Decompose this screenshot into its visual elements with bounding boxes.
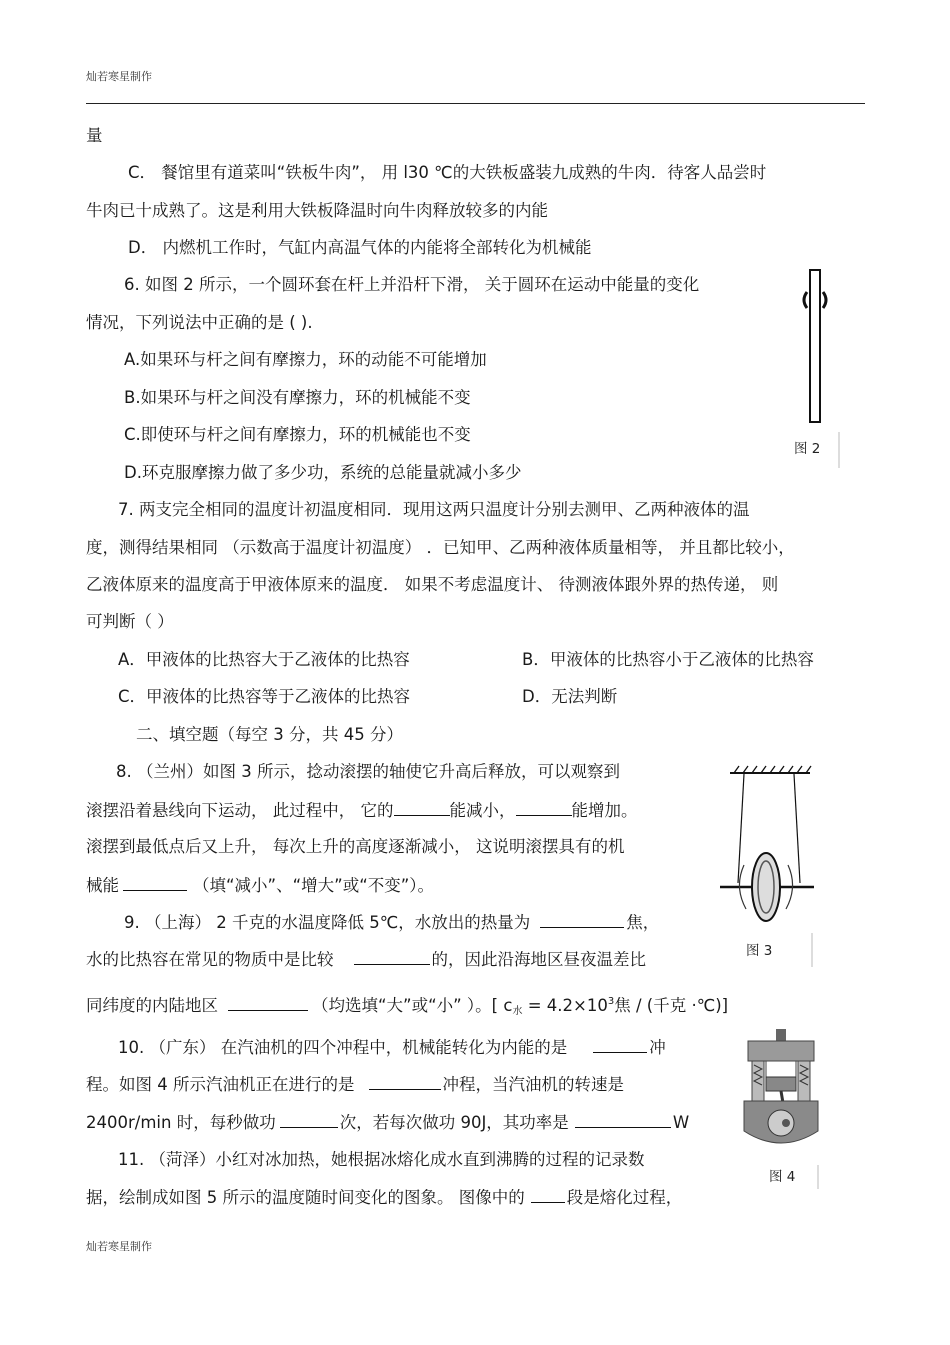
answer-blank[interactable] <box>123 874 187 891</box>
question-8-stem: 8. （兰州）如图 3 所示，捻动滚摆的轴使它升高后释放，可以观察到 <box>116 762 620 781</box>
question-8-line-2 <box>86 799 638 822</box>
q10-text: 程。如图 4 所示汽油机正在进行的是 <box>86 1075 355 1094</box>
question-9-stem <box>124 911 659 934</box>
answer-blank[interactable] <box>394 799 450 816</box>
question-7-option-b: B．甲液体的比热容小于乙液体的比热容 <box>522 650 814 669</box>
answer-blank[interactable] <box>369 1073 441 1090</box>
q9-text: （均选填“大”或“小” ）。[ c <box>312 996 513 1015</box>
question-7-stem: 7. 两支完全相同的温度计初温度相同．现用这两只温度计分别去测甲、乙两种液体的温 <box>118 500 750 519</box>
q11-text: 据，绘制成如图 5 所示的温度随时间变化的图象。 图像中的 <box>86 1188 525 1207</box>
question-6-option-d: D.环克服摩擦力做了多少功，系统的总能量就减小多少 <box>124 463 522 482</box>
option-d: D． 内燃机工作时，气缸内高温气体的内能将全部转化为机械能 <box>128 238 592 257</box>
q9-text: = 4.2×10 <box>522 996 608 1015</box>
question-7-stem-3: 乙液体原来的温度高于甲液体原来的温度． 如果不考虑温度计、 待测液体跟外界的热传递， 则 <box>86 575 779 594</box>
q8-text: （填“减小”、“增大”或“不变”）。 <box>193 876 435 895</box>
question-9-line-3 <box>86 991 728 1023</box>
figure-3-caption: 图 3 <box>746 943 773 959</box>
q10-text: 次，若每次做功 90J，其功率是 <box>339 1113 569 1132</box>
q10-text: 10. （广东） 在汽油机的四个冲程中，机械能转化为内能的是 <box>118 1038 568 1057</box>
question-8-line-4 <box>86 874 434 897</box>
q8-text: 滚摆沿着悬线向下运动， 此过程中， 它的 <box>86 801 394 820</box>
figure-4-caption: 图 4 <box>769 1169 796 1185</box>
q10-text: 冲程，当汽油机的转速是 <box>442 1075 624 1094</box>
header-divider <box>86 103 865 104</box>
answer-blank[interactable] <box>540 911 624 928</box>
answer-blank[interactable] <box>354 948 430 965</box>
question-6-option-c: C.即使环与杆之间有摩擦力，环的机械能也不变 <box>124 425 471 444</box>
superscript-exponent: 3 <box>607 996 615 1007</box>
q11-text: 段是熔化过程， <box>566 1188 683 1207</box>
subscript-water: 水 <box>512 1006 523 1017</box>
question-7-option-a: A．甲液体的比热容大于乙液体的比热容 <box>118 650 410 669</box>
q9-text: 9. （上海） 2 千克的水温度降低 5℃，水放出的热量为 <box>124 913 531 932</box>
question-7-option-c: C．甲液体的比热容等于乙液体的比热容 <box>118 687 411 706</box>
q9-text: 焦 / (千克 ·℃)] <box>614 996 729 1015</box>
question-6-option-a: A.如果环与杆之间有摩擦力，环的动能不可能增加 <box>124 350 487 369</box>
q10-text: W <box>672 1113 690 1132</box>
option-c-line2: 牛肉已十成熟了。这是利用大铁板降温时向牛肉释放较多的内能 <box>86 201 548 220</box>
q9-text: 的，因此沿海地区昼夜温差比 <box>431 950 646 969</box>
q10-text: 冲 <box>649 1038 666 1057</box>
question-10-line-2 <box>86 1073 624 1096</box>
question-10-stem <box>118 1036 666 1059</box>
question-6-stem: 6. 如图 2 所示，一个圆环套在杆上并沿杆下滑， 关于圆环在运动中能量的变化 <box>124 275 700 294</box>
page-footer-maker: 灿若寒星制作 <box>86 1240 152 1253</box>
answer-blank[interactable] <box>228 994 308 1011</box>
q9-text: 水的比热容在常见的物质中是比较 <box>86 950 334 969</box>
section-2-heading: 二、填空题（每空 3 分，共 45 分） <box>136 725 403 744</box>
figure-3-maxwell-wheel <box>714 765 818 969</box>
question-8-line-3: 滚摆到最低点后又上升， 每次上升的高度逐渐减小， 这说明滚摆具有的机 <box>86 837 625 856</box>
question-7-option-d: D．无法判断 <box>522 687 618 706</box>
q8-text: 械能 <box>86 876 119 895</box>
figure-2-caption: 图 2 <box>794 441 821 457</box>
q8-text: 能增加。 <box>571 801 638 820</box>
answer-blank[interactable] <box>575 1111 671 1128</box>
q10-text: 2400r/min 时，每秒做功 <box>86 1113 276 1132</box>
q9-text: 焦， <box>626 913 660 932</box>
question-11-stem: 11. （菏泽）小红对冰加热，她根据冰熔化成水直到沸腾的过程的记录数 <box>118 1150 645 1169</box>
q9-text: 同纬度的内陆地区 <box>86 996 218 1015</box>
question-6-option-b: B.如果环与杆之间没有摩擦力，环的机械能不变 <box>124 388 471 407</box>
question-7-stem-2: 度，测得结果相同 （示数高于温度计初温度） ．已知甲、乙两种液体质量相等， 并且都比较小， <box>86 538 795 557</box>
q8-text: 能减小， <box>449 801 516 820</box>
answer-blank[interactable] <box>593 1036 647 1053</box>
question-9-line-2 <box>86 948 646 971</box>
question-7-stem-4: 可判断（ ） <box>86 612 174 631</box>
text-line: 量 <box>86 126 103 145</box>
question-10-line-3 <box>86 1111 689 1134</box>
page-header-maker: 灿若寒星制作 <box>86 70 152 83</box>
answer-blank[interactable] <box>280 1111 338 1128</box>
question-11-line-2 <box>86 1186 682 1209</box>
option-c-line1: C． 餐馆里有道菜叫“铁板牛肉”， 用 l30 ℃的大铁板盛装九成熟的牛肉．待客人品尝时 <box>128 163 767 182</box>
answer-blank[interactable] <box>516 799 572 816</box>
answer-blank[interactable] <box>531 1186 565 1203</box>
question-6-stem-2: 情况，下列说法中正确的是 ( ). <box>86 313 313 332</box>
